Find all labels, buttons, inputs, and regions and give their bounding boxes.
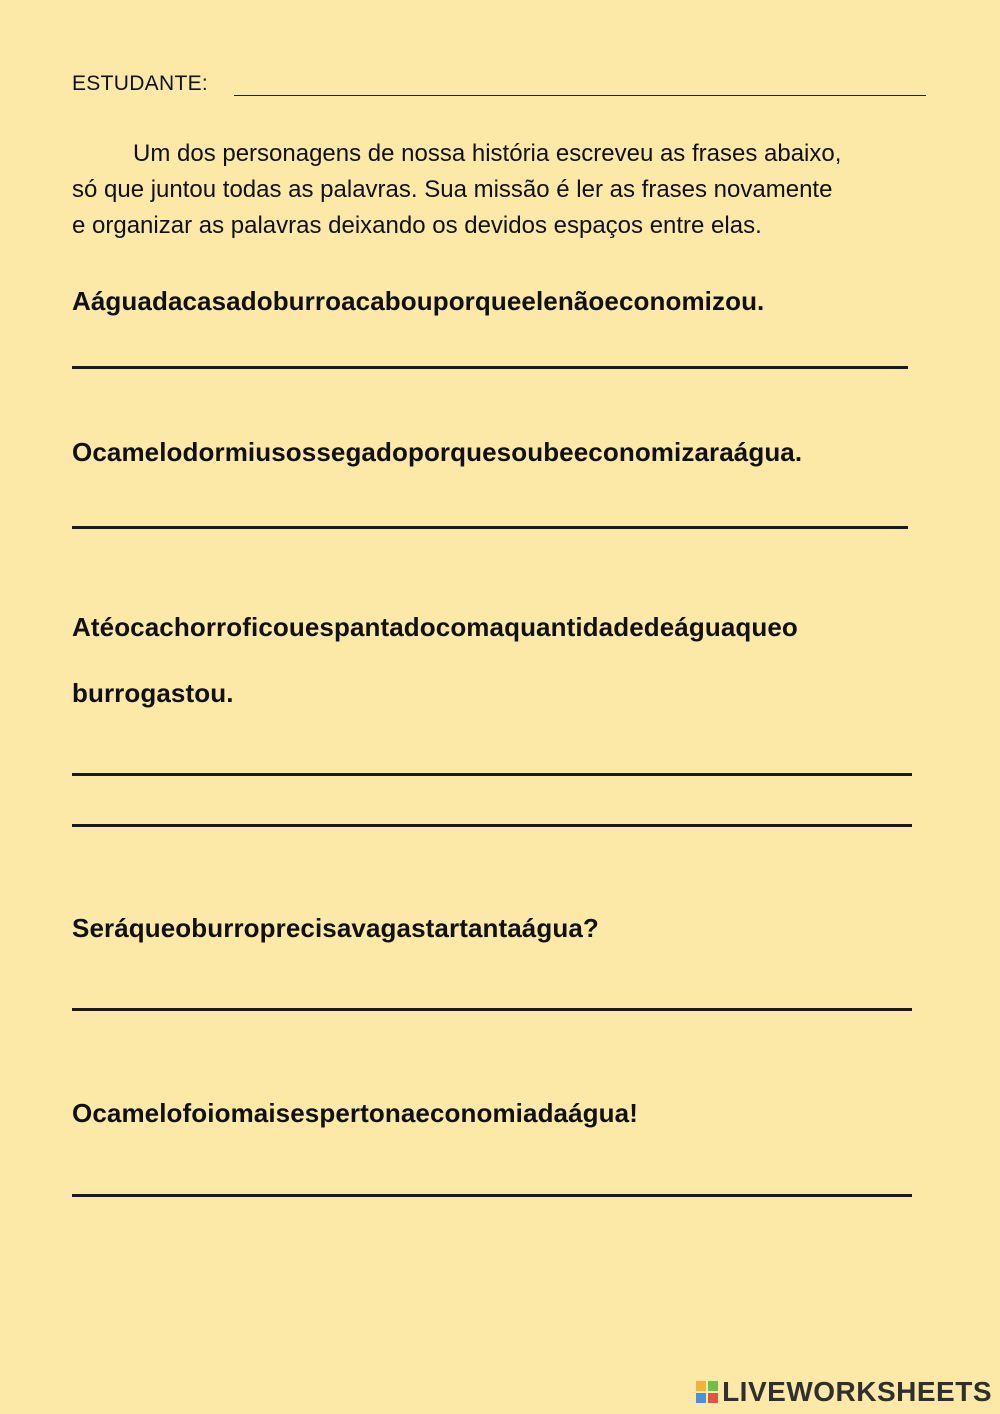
instructions-paragraph: [72, 136, 932, 244]
instructions-line-1: Um dos personagens de nossa história escreveu as frases abaixo,: [133, 140, 842, 167]
liveworksheets-logo: [696, 1376, 992, 1408]
answer-line-3a[interactable]: [72, 773, 912, 776]
sentence-3-line-2: burrogastou.: [72, 678, 234, 708]
sentence-2: Ocamelodormiusossegadoporquesoubeeconomizaraágua.: [72, 437, 803, 467]
liveworksheets-logo-text: LIVEWORKSHEETS: [722, 1376, 992, 1407]
liveworksheets-logo-icon: [696, 1381, 718, 1403]
sentence-5: Ocamelofoiomaisespertonaeconomiadaágua!: [72, 1098, 638, 1128]
student-name-line[interactable]: [234, 95, 926, 96]
sentence-3-line-1: Atéocachorroficouespantadocomaquantidadedeáguaqueo: [72, 612, 798, 642]
answer-line-3b[interactable]: [72, 824, 912, 827]
sentence-1: Aáguadacasadoburroacabouporqueelenãoeconomizou.: [72, 286, 765, 316]
sentence-4: Seráqueoburroprecisavagastartantaágua?: [72, 913, 599, 943]
instructions-line-3: e organizar as palavras deixando os devidos espaços entre elas.: [72, 212, 762, 239]
answer-line-1[interactable]: [72, 366, 908, 369]
answer-line-4[interactable]: [72, 1008, 912, 1011]
answer-line-5[interactable]: [72, 1194, 912, 1197]
student-label: ESTUDANTE:: [72, 72, 209, 95]
answer-line-2[interactable]: [72, 526, 908, 529]
instructions-line-2: só que juntou todas as palavras. Sua missão é ler as frases novamente: [72, 176, 833, 203]
